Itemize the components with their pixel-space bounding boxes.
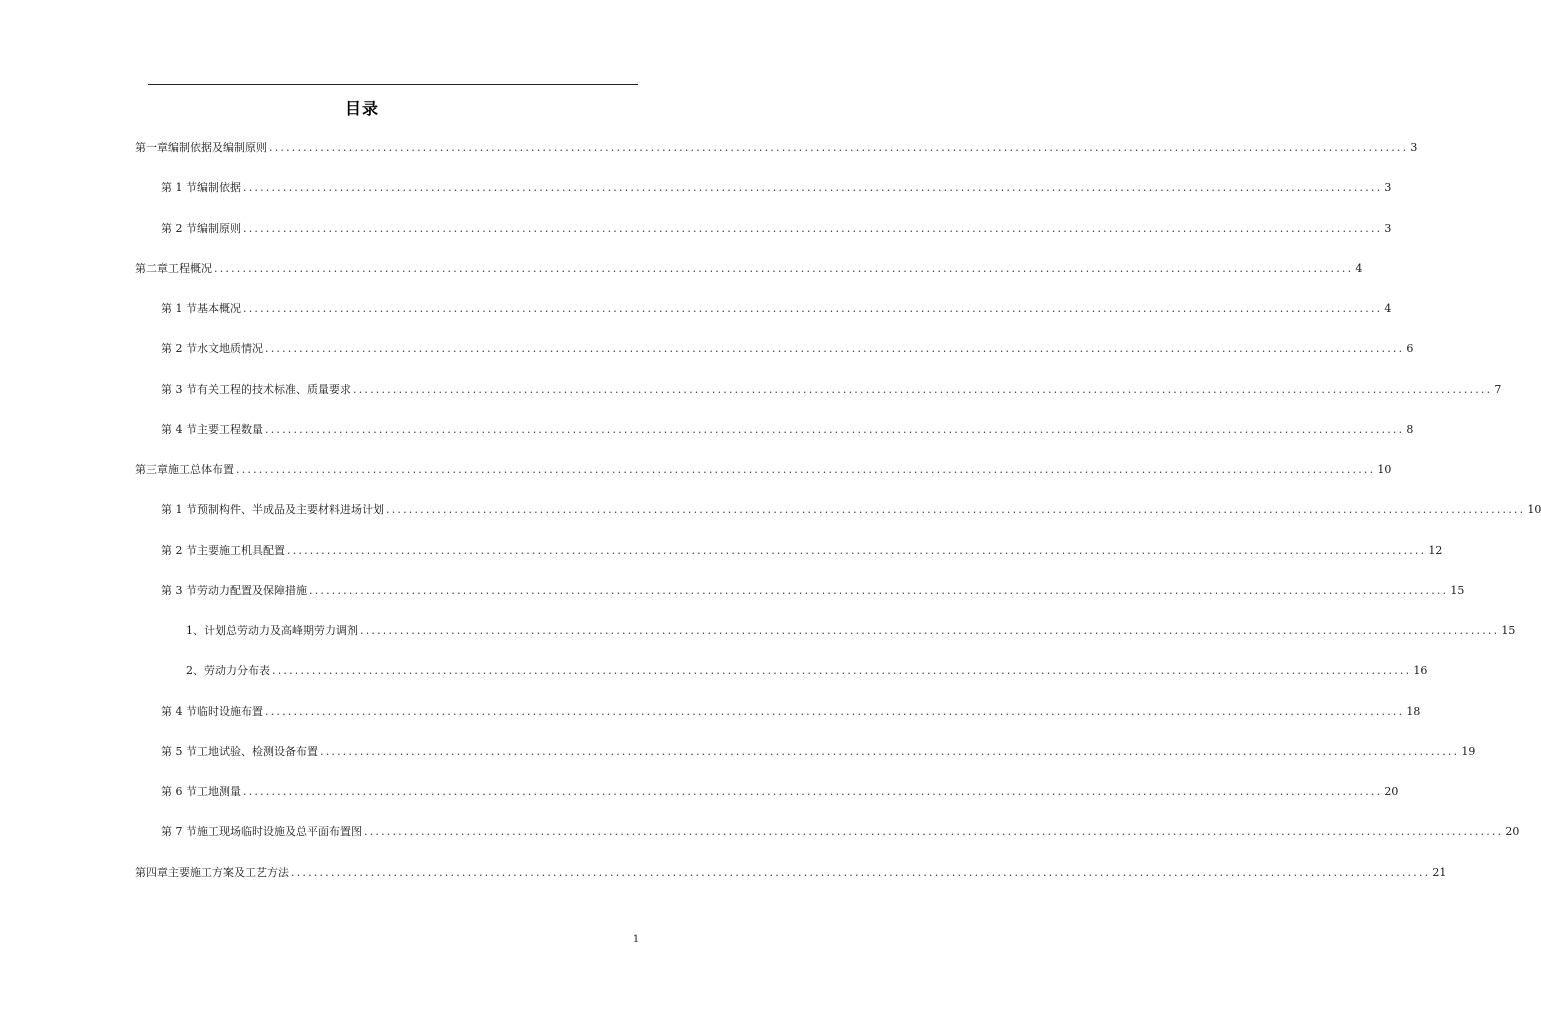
toc-chapter[interactable] <box>135 261 1363 277</box>
toc-entry-page: 16 <box>1413 664 1428 677</box>
toc-entry-title: 计划总劳动力及高峰期劳力调剂 <box>204 624 358 637</box>
toc-entry-title: 预制构件、半成品及主要材料进场计划 <box>197 503 384 516</box>
toc-entry-page: 10 <box>1527 503 1541 516</box>
toc-section[interactable] <box>161 180 1392 196</box>
toc-dot-leader: ........................................................................................................................................................................................................ <box>360 624 1500 637</box>
toc-dot-leader: ........................................................................................................................................................................................................ <box>243 302 1383 315</box>
toc-entry-page: 6 <box>1406 342 1414 355</box>
page-number: 1 <box>632 934 640 945</box>
toc-entry-number: 第 4 节 <box>161 423 197 436</box>
toc-chapter[interactable] <box>135 462 1392 478</box>
toc-title: 目录 <box>344 99 379 118</box>
toc-entry-number: 第 5 节 <box>161 745 197 758</box>
toc-entry-page: 8 <box>1406 423 1414 436</box>
toc-section[interactable] <box>161 583 1465 599</box>
toc-section[interactable] <box>161 382 1502 398</box>
toc-entry-page: 4 <box>1384 302 1392 315</box>
toc-section[interactable] <box>161 543 1443 559</box>
toc-subsection[interactable] <box>186 623 1516 639</box>
toc-dot-leader: ........................................................................................................................................................................................................ <box>236 463 1376 476</box>
toc-dot-leader: ........................................................................................................................................................................................................ <box>269 141 1409 154</box>
toc-entry-title: 临时设施布置 <box>197 705 263 718</box>
toc-dot-leader: ........................................................................................................................................................................................................ <box>309 584 1449 597</box>
toc-dot-leader: ........................................................................................................................................................................................................ <box>386 503 1526 516</box>
toc-entry-title: 水文地质情况 <box>197 342 263 355</box>
toc-entry-title: 编制原则 <box>197 222 241 235</box>
toc-section[interactable] <box>161 784 1399 800</box>
toc-entry-page: 15 <box>1501 624 1516 637</box>
toc-entry-page: 21 <box>1432 866 1447 879</box>
toc-dot-leader: ........................................................................................................................................................................................................ <box>287 544 1427 557</box>
toc-dot-leader: ........................................................................................................................................................................................................ <box>353 383 1493 396</box>
toc-entry-title: 工程概况 <box>168 262 212 275</box>
toc-entry-page: 12 <box>1428 544 1443 557</box>
toc-dot-leader: ........................................................................................................................................................................................................ <box>243 181 1383 194</box>
toc-entry-title: 施工总体布置 <box>168 463 234 476</box>
toc-entry-number: 第 2 节 <box>161 342 197 355</box>
toc-dot-leader: ........................................................................................................................................................................................................ <box>214 262 1354 275</box>
toc-dot-leader: ........................................................................................................................................................................................................ <box>243 222 1383 235</box>
toc-entry-number: 第 7 节 <box>161 825 197 838</box>
toc-entry-number: 第一章 <box>135 141 168 154</box>
toc-dot-leader: ........................................................................................................................................................................................................ <box>265 423 1405 436</box>
toc-entry-number: 第二章 <box>135 262 168 275</box>
toc-entry-number: 第 1 节 <box>161 302 197 315</box>
toc-entry-title: 编制依据及编制原则 <box>168 141 267 154</box>
toc-dot-leader: ........................................................................................................................................................................................................ <box>291 866 1431 879</box>
toc-entry-number: 第三章 <box>135 463 168 476</box>
toc-entry-page: 7 <box>1494 383 1502 396</box>
toc-dot-leader: ........................................................................................................................................................................................................ <box>265 705 1405 718</box>
toc-section[interactable] <box>161 502 1541 518</box>
toc-section[interactable] <box>161 744 1476 760</box>
toc-entry-page: 3 <box>1384 222 1392 235</box>
toc-dot-leader: ........................................................................................................................................................................................................ <box>265 342 1405 355</box>
toc-chapter[interactable] <box>135 865 1447 881</box>
toc-entry-title: 施工现场临时设施及总平面布置图 <box>197 825 362 838</box>
toc-entry-title: 主要施工机具配置 <box>197 544 285 557</box>
toc-dot-leader: ........................................................................................................................................................................................................ <box>320 745 1460 758</box>
toc-entry-page: 3 <box>1410 141 1418 154</box>
toc-entry-page: 15 <box>1450 584 1465 597</box>
toc-entry-page: 20 <box>1505 825 1520 838</box>
toc-entry-title: 劳动力分布表 <box>204 664 270 677</box>
toc-entry-title: 基本概况 <box>197 302 241 315</box>
toc-entry-page: 10 <box>1377 463 1392 476</box>
toc-entry-title: 工地测量 <box>197 785 241 798</box>
toc-entry-number: 1、 <box>186 624 204 637</box>
header-rule <box>148 84 638 85</box>
toc-dot-leader: ........................................................................................................................................................................................................ <box>272 664 1412 677</box>
toc-entry-page: 20 <box>1384 785 1399 798</box>
toc-section[interactable] <box>161 341 1414 357</box>
toc-entry-number: 第 4 节 <box>161 705 197 718</box>
toc-entry-page: 4 <box>1355 262 1363 275</box>
toc-subsection[interactable] <box>186 663 1428 679</box>
toc-entry-title: 劳动力配置及保障措施 <box>197 584 307 597</box>
toc-entry-title: 主要施工方案及工艺方法 <box>168 866 289 879</box>
toc-section[interactable] <box>161 221 1392 237</box>
toc-entry-number: 第 3 节 <box>161 383 197 396</box>
toc-section[interactable] <box>161 824 1520 840</box>
toc-section[interactable] <box>161 704 1421 720</box>
toc-entry-title: 工地试验、检测设备布置 <box>197 745 318 758</box>
toc-entry-number: 第 1 节 <box>161 503 197 516</box>
toc-dot-leader: ........................................................................................................................................................................................................ <box>364 825 1504 838</box>
toc-chapter[interactable] <box>135 140 1418 156</box>
toc-section[interactable] <box>161 301 1392 317</box>
toc-entry-title: 有关工程的技术标准、质量要求 <box>197 383 351 396</box>
toc-entry-page: 19 <box>1461 745 1476 758</box>
toc-entry-title: 编制依据 <box>197 181 241 194</box>
toc-entry-number: 第 2 节 <box>161 544 197 557</box>
toc-entry-page: 18 <box>1406 705 1421 718</box>
toc-entry-number: 第 2 节 <box>161 222 197 235</box>
toc-entry-number: 第四章 <box>135 866 168 879</box>
toc-entry-page: 3 <box>1384 181 1392 194</box>
toc-entry-number: 第 3 节 <box>161 584 197 597</box>
toc-section[interactable] <box>161 422 1414 438</box>
toc-entry-title: 主要工程数量 <box>197 423 263 436</box>
toc-entry-number: 第 6 节 <box>161 785 197 798</box>
toc-entry-number: 2、 <box>186 664 204 677</box>
toc-entry-number: 第 1 节 <box>161 181 197 194</box>
toc-dot-leader: ........................................................................................................................................................................................................ <box>243 785 1383 798</box>
